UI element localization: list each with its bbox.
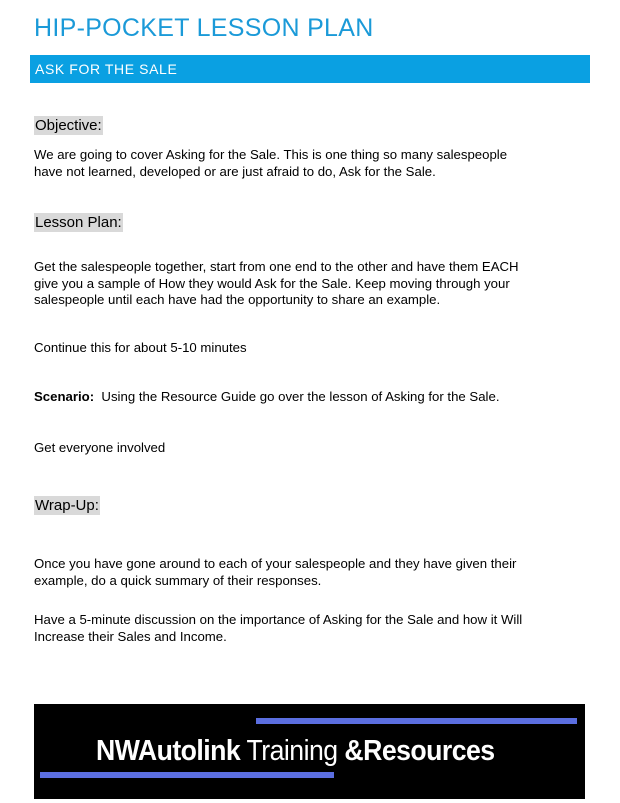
- lesson-plan-line-3: salespeople until each have had the opportunity to share an example.: [34, 292, 441, 307]
- section-banner: [30, 55, 590, 83]
- objective-text: [34, 147, 507, 180]
- involvement-text: Get everyone involved: [34, 440, 166, 455]
- objective-heading: Objective:: [35, 117, 102, 134]
- wrap-up-heading: Wrap-Up:: [35, 497, 99, 514]
- lesson-plan-paragraph: [34, 259, 519, 309]
- logo-word-training: Training: [240, 735, 345, 767]
- logo-word-brand: NWAutolink: [96, 735, 241, 767]
- scenario-body: Using the Resource Guide go over the lesson of Asking for the Sale.: [94, 389, 500, 404]
- duration-text: Continue this for about 5-10 minutes: [34, 340, 247, 355]
- wrap-up-paragraph-1: [34, 556, 516, 589]
- lesson-plan-heading: Lesson Plan:: [35, 214, 122, 231]
- scenario-text: [34, 389, 500, 406]
- wrap-up-paragraph-2: [34, 612, 522, 645]
- wrap-up-line-1: Once you have gone around to each of your salespeople and they have given their: [34, 556, 517, 571]
- logo-bottom-bar: [40, 772, 334, 778]
- lesson-plan-line-1: Get the salespeople together, start from one end to the other and have them EACH: [34, 259, 519, 274]
- logo-word-resources: &Resources: [344, 735, 495, 767]
- wrap-up-line-2: example, do a quick summary of their responses.: [34, 572, 322, 588]
- wrap-up-line-4: Increase their Sales and Income.: [34, 628, 227, 644]
- document-title: HIP-POCKET LESSON PLAN: [34, 14, 374, 42]
- nwautolink-logo: [34, 704, 585, 799]
- scenario-label: Scenario:: [34, 389, 95, 404]
- logo-top-bar: [256, 718, 577, 724]
- objective-line-1: We are going to cover Asking for the Sale. This is one thing so many salespeople: [34, 147, 508, 162]
- logo-wordmark: [96, 735, 495, 768]
- wrap-up-line-3: Have a 5-minute discussion on the importance of Asking for the Sale and how it Will: [34, 612, 523, 627]
- objective-line-2: have not learned, developed or are just afraid to do, Ask for the Sale.: [34, 163, 436, 179]
- lesson-plan-line-2: give you a sample of How they would Ask for the Sale. Keep moving through your: [34, 275, 510, 291]
- banner-title: ASK FOR THE SALE: [35, 61, 178, 77]
